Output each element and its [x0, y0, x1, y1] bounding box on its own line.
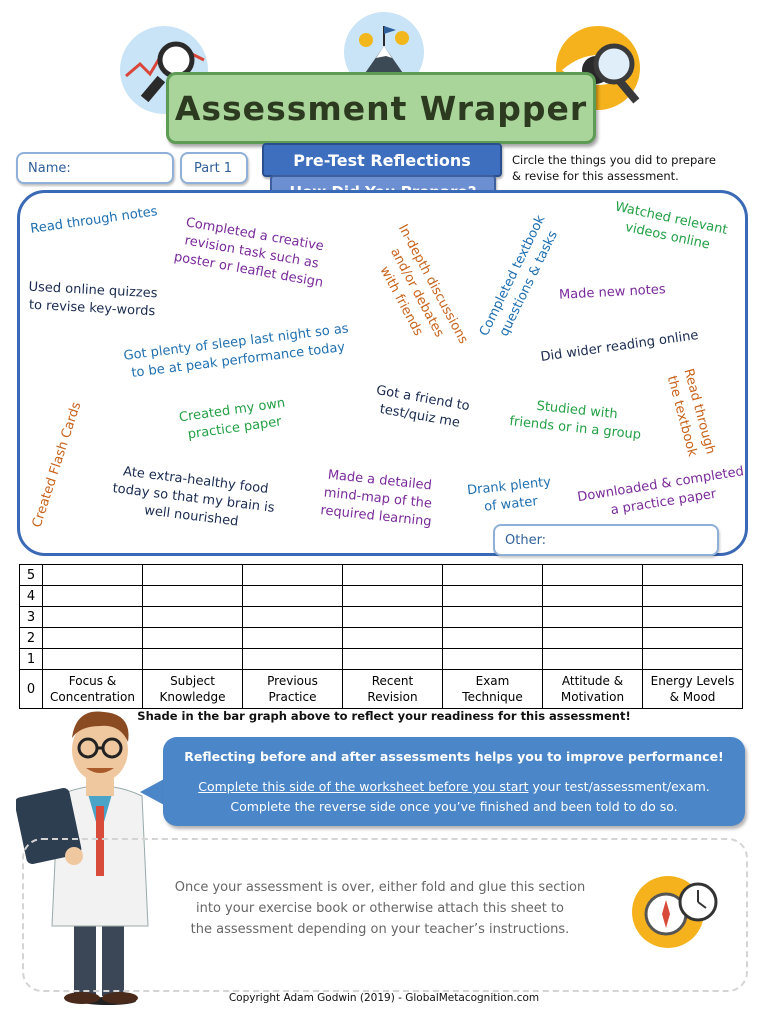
- instructions: [512, 152, 762, 184]
- category-line: Technique: [462, 690, 523, 704]
- level-label: 1: [20, 649, 43, 670]
- prep-item[interactable]: Used online quizzes to revise key-words: [28, 279, 158, 320]
- grid-cell[interactable]: [443, 565, 543, 586]
- prep-item[interactable]: Read through notes: [29, 204, 159, 237]
- grid-cell[interactable]: [143, 607, 243, 628]
- grid-cell[interactable]: [143, 649, 243, 670]
- grid-cell[interactable]: [243, 586, 343, 607]
- category-line: Energy Levels: [650, 674, 735, 688]
- category-line: Knowledge: [159, 690, 226, 704]
- category-label: [643, 670, 743, 709]
- grid-cell[interactable]: [343, 649, 443, 670]
- page-title: Assessment Wrapper: [174, 88, 588, 128]
- grid-row: [20, 586, 743, 607]
- grid-cell[interactable]: [343, 628, 443, 649]
- level-label: 2: [20, 628, 43, 649]
- part-label: Part 1: [194, 160, 233, 176]
- bubble-underlined-text: Complete this side of the worksheet before you start: [198, 779, 529, 794]
- prep-item[interactable]: Got a friend to test/quiz me: [375, 383, 471, 431]
- grid-cell[interactable]: [43, 565, 143, 586]
- fold-line: the assessment depending on your teacher’s instructions.: [190, 922, 570, 937]
- name-label: Name:: [28, 160, 71, 176]
- grid-row: [20, 670, 743, 709]
- category-label: [443, 670, 543, 709]
- category-label: [143, 670, 243, 709]
- grid-row: [20, 628, 743, 649]
- prep-item[interactable]: Did wider reading online: [539, 328, 700, 366]
- prep-item[interactable]: Completed textbook questions & tasks: [476, 213, 561, 339]
- category-line: & Mood: [669, 690, 716, 704]
- grid-cell[interactable]: [643, 628, 743, 649]
- grid-cell[interactable]: [143, 628, 243, 649]
- fold-instructions: [150, 877, 610, 940]
- grid-cell[interactable]: [643, 649, 743, 670]
- other-label: Other:: [505, 532, 547, 548]
- grid-cell[interactable]: [143, 565, 243, 586]
- title-banner: [166, 72, 596, 144]
- prep-item[interactable]: Made a detailed mind-map of the required learning: [319, 467, 433, 530]
- category-label: [43, 670, 143, 709]
- category-label: [543, 670, 643, 709]
- grid-cell[interactable]: [543, 565, 643, 586]
- grid-cell[interactable]: [243, 628, 343, 649]
- prep-item[interactable]: Created Flash Cards: [29, 400, 85, 530]
- category-line: Focus &: [68, 674, 117, 688]
- compass-clock-icon: [628, 872, 724, 950]
- speech-bubble: [163, 737, 745, 826]
- grid-cell[interactable]: [243, 649, 343, 670]
- grid-cell[interactable]: [243, 607, 343, 628]
- prep-item[interactable]: Downloaded & completed a practice paper: [576, 464, 745, 519]
- category-line: Subject: [170, 674, 215, 688]
- level-label: 0: [20, 670, 43, 709]
- grid-cell[interactable]: [543, 607, 643, 628]
- grid-cell[interactable]: [43, 649, 143, 670]
- instruction-line-1: Circle the things you did to prepare: [512, 153, 716, 167]
- fold-line: Once your assessment is over, either fold and glue this section: [174, 880, 586, 895]
- category-line: Motivation: [560, 690, 625, 704]
- grid-cell[interactable]: [343, 565, 443, 586]
- grid-row: [20, 607, 743, 628]
- prep-item[interactable]: In-depth discussions and/or debates with friends: [376, 222, 471, 347]
- level-label: 3: [20, 607, 43, 628]
- grid-cell[interactable]: [343, 586, 443, 607]
- category-line: Practice: [268, 690, 317, 704]
- grid-cell[interactable]: [443, 649, 543, 670]
- prep-item[interactable]: Ate extra-healthy food today so that my brain is well nourished: [111, 464, 276, 530]
- instruction-line-2: & revise for this assessment.: [512, 169, 679, 183]
- prep-item[interactable]: Completed a creative revision task such as poster or leaflet design: [172, 215, 325, 291]
- shade-instruction: Shade in the bar graph above to reflect your readiness for this assessment!: [137, 709, 631, 723]
- grid-row: [20, 565, 743, 586]
- category-line: Previous: [267, 674, 318, 688]
- fold-line: into your exercise book or otherwise attach this sheet to: [196, 901, 564, 916]
- grid-cell[interactable]: [43, 586, 143, 607]
- grid-cell[interactable]: [443, 586, 543, 607]
- bubble-line-2: Complete the reverse side once you’ve finished and been told to do so.: [230, 799, 678, 814]
- prep-item[interactable]: Watched relevant videos online: [613, 199, 729, 253]
- grid-cell[interactable]: [343, 607, 443, 628]
- prep-item[interactable]: Got plenty of sleep last night so as to be at peak performance today: [122, 321, 350, 381]
- prep-item[interactable]: Studied with friends or in a group: [508, 398, 642, 443]
- copyright: Copyright Adam Godwin (2019) - GlobalMetacognition.com: [228, 992, 540, 1004]
- grid-cell[interactable]: [543, 649, 643, 670]
- category-label: [243, 670, 343, 709]
- grid-cell[interactable]: [443, 607, 543, 628]
- grid-cell[interactable]: [143, 586, 243, 607]
- grid-cell[interactable]: [43, 628, 143, 649]
- grid-cell[interactable]: [543, 628, 643, 649]
- grid-cell[interactable]: [543, 586, 643, 607]
- grid-row: [20, 649, 743, 670]
- part-field: [180, 152, 248, 184]
- name-field[interactable]: [16, 152, 174, 184]
- bubble-line-1: [163, 779, 745, 794]
- category-line: Attitude &: [561, 674, 624, 688]
- grid-cell[interactable]: [443, 628, 543, 649]
- prep-item[interactable]: Drank plenty of water: [466, 474, 552, 515]
- pretest-heading: Pre-Test Reflections: [262, 143, 502, 177]
- grid-cell[interactable]: [43, 607, 143, 628]
- category-line: Revision: [367, 690, 418, 704]
- grid-cell[interactable]: [643, 607, 743, 628]
- prep-item[interactable]: Created my own practice paper: [178, 395, 287, 443]
- grid-cell[interactable]: [243, 565, 343, 586]
- bubble-line-1-rest: your test/assessment/exam.: [528, 779, 710, 794]
- other-field[interactable]: [493, 524, 719, 556]
- grid-cell[interactable]: [643, 586, 743, 607]
- bubble-heading: Reflecting before and after assessments helps you to improve performance!: [184, 749, 724, 764]
- grid-cell[interactable]: [643, 565, 743, 586]
- category-line: Recent: [371, 674, 414, 688]
- readiness-grid: [19, 564, 743, 709]
- category-label: [343, 670, 443, 709]
- level-label: 4: [20, 586, 43, 607]
- level-label: 5: [20, 565, 43, 586]
- prep-item[interactable]: Read through the textbook: [663, 367, 718, 459]
- category-line: Concentration: [50, 690, 135, 704]
- category-line: Exam: [475, 674, 510, 688]
- prep-item[interactable]: Made new notes: [558, 282, 666, 303]
